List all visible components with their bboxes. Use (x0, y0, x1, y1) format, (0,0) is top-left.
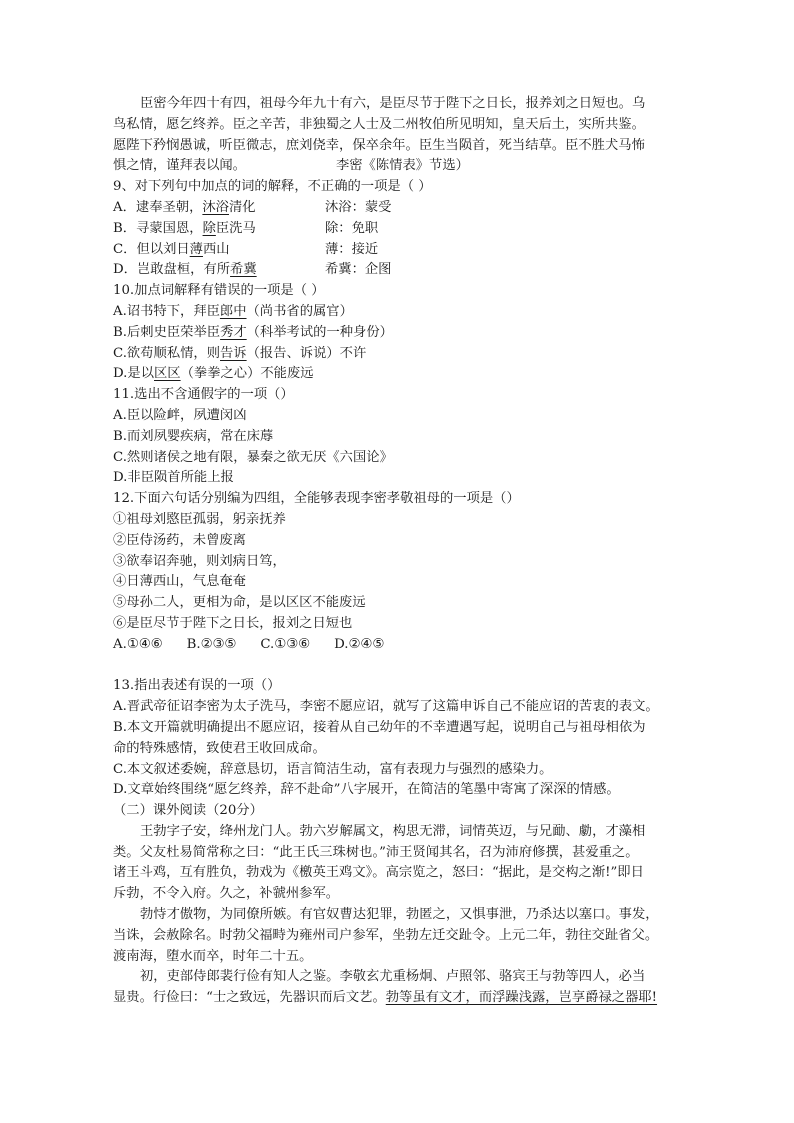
dotted-word: 希冀 (230, 262, 257, 278)
option-text: A．逮奉圣朝， (113, 199, 203, 215)
question-12-item: ②臣侍汤药，未曾废离 (113, 532, 246, 548)
passage-line: 臣密今年四十有四，祖母今年九十有六，是臣尽节于陛下之日长，报养刘之日短也。乌 (140, 96, 646, 111)
dotted-word: 除 (202, 220, 216, 236)
option-text: C．但以刘日 (113, 241, 190, 257)
question-9-option-a (113, 198, 685, 219)
question-9-option-b (113, 219, 685, 240)
question-13-line: D.文章始终围绕“愿乞终养，辞不赴命”八字展开，在简洁的笔墨中寄寓了深深的情感。 (113, 782, 620, 798)
reading-line: 渡南海，堕水而卒，时年二十五。 (113, 948, 313, 964)
document-page (113, 94, 685, 1009)
spacer (113, 656, 685, 677)
passage-line: 鸟私情，愿乞终养。臣之辛苦，非独蜀之人士及二州牧伯所见明知，皇天后土，实所共鉴。 (113, 116, 645, 132)
question-11-option-a: A.臣以险衅，夙遭闵凶 (113, 407, 247, 423)
question-10-option-d (113, 364, 685, 385)
reading-line: 王勃字子安，绛州龙门人。勃六岁解属文，构思无滞，词情英迈，与兄勔、勮，才藻相 (140, 823, 646, 839)
option-gloss: 希冀：企图 (325, 262, 392, 278)
dotted-word: 秀才 (220, 324, 247, 340)
question-9-option-d (113, 260, 685, 281)
reading-line: 类。父友杜易简常称之曰：“此王氏三珠树也。”沛王贤闻其名，召为沛府修撰，甚爱重之。 (113, 844, 639, 860)
question-10-option-c (113, 344, 685, 365)
dotted-word: 郎中 (219, 303, 247, 319)
option-text: （尚书省的属官） (246, 303, 353, 319)
section-heading: （二）课外阅读（20分） (113, 803, 263, 819)
question-12-item: ⑥是臣尽节于陛下之日长，报刘之日短也 (113, 615, 353, 631)
passage-source: 李密《陈情表》节选） (335, 158, 469, 174)
question-9-option-c (113, 240, 685, 261)
question-13-line: A.晋武帝征诏李密为太子洗马，李密不愿应诏，就写了这篇申诉自己不能应诏的苦衷的表文。 (113, 699, 659, 715)
question-13-line: C.本文叙述委婉，辞意恳切，语言简洁生动，富有表现力与强烈的感染力。 (113, 761, 553, 777)
option-text: （拳拳之心）不能废远 (180, 366, 314, 382)
option-text: D．岂敢盘桓，有所 (113, 262, 231, 278)
reading-line (113, 988, 685, 1009)
option-text: （报告、诉说）不许 (246, 345, 367, 361)
option-text: C.欲苟顺私情，则 (113, 345, 221, 361)
underlined-sentence: 勃等虽有文才，而浮躁浅露，岂享爵禄之器耶! (385, 990, 658, 1006)
question-10-option-b (113, 323, 685, 344)
passage-line: 愿陛下矜悯愚诚，听臣微志，庶刘侥幸，保卒余年。臣生当陨首，死当结草。臣不胜犬马怖 (113, 137, 645, 153)
option-gloss: 除：免职 (325, 220, 379, 236)
question-11-option-d: D.非臣陨首所能上报 (113, 470, 234, 486)
question-12-item: ④日薄西山，气息奄奄 (113, 574, 246, 590)
question-12-choices (113, 635, 685, 656)
option-text: 西山 (202, 241, 230, 257)
question-12-stem: 12.下面六句话分别编为四组，全能够表现李密孝敬祖母的一项是（） (113, 491, 520, 507)
dotted-word: 薄 (189, 241, 203, 257)
option-gloss: 沐浴：蒙受 (325, 199, 392, 215)
option-text: （科举考试的一种身份） (246, 324, 393, 340)
passage-text: 惧之情，谨拜表以闻。 (113, 158, 246, 174)
dotted-word: 区区 (154, 366, 181, 382)
option-text: B.后刺史臣荣举臣 (113, 324, 221, 340)
choice-d: D.②④⑤ (334, 636, 385, 652)
dotted-word: 沐浴 (202, 199, 229, 215)
passage-line-last (113, 156, 685, 177)
reading-line: 斥勃，不令入府。久之，补虢州参军。 (113, 886, 340, 902)
option-text: B．寻蒙国恩， (113, 220, 203, 236)
choice-b: B.②③⑤ (186, 636, 237, 652)
question-12-item: ①祖母刘愍臣孤弱，躬亲抚养 (113, 511, 286, 527)
question-10-option-a (113, 302, 685, 323)
question-13-stem: 13.指出表述有误的一项（） (113, 678, 281, 694)
question-12-item: ③欲奉诏奔驰，则刘病日笃， (113, 553, 286, 569)
reading-line: 当诛，会赦除名。时勃父福畤为雍州司户参军，坐勃左迁交趾令。上元二年，勃往交趾省父。 (113, 927, 659, 943)
option-text: D.是以 (113, 366, 155, 382)
question-10-stem: 10.加点词解释有错误的一项是（ ） (113, 283, 325, 299)
question-11-stem: 11.选出不含通假字的一项（） (113, 387, 294, 403)
question-12-item: ⑤母孙二人，更相为命，是以区区不能废远 (113, 595, 366, 611)
reading-line: 初，吏部侍郎裴行俭有知人之鉴。李敬玄尤重杨炯、卢照邻、骆宾王与勃等四人，必当 (140, 969, 646, 985)
option-text: A.诏书特下，拜臣 (113, 303, 220, 319)
reading-text: 显贵。行俭曰：“士之致远，先器识而后文艺。 (113, 990, 386, 1006)
option-text: 清化 (228, 199, 256, 215)
reading-line: 勃恃才傲物，为同僚所嫉。有官奴曹达犯罪，勃匿之，又惧事泄，乃杀达以塞口。事发， (140, 907, 659, 923)
reading-line: 诸王斗鸡，互有胜负，勃戏为《檄英王鸡文》。高宗览之，怒曰：“据此，是交构之渐!”即日 (113, 865, 644, 881)
option-text: 臣洗马 (215, 220, 256, 236)
question-13-line: 命的特殊感情，致使君王收回成命。 (113, 740, 326, 756)
option-gloss: 薄：接近 (325, 241, 379, 257)
dotted-word: 告诉 (220, 345, 247, 361)
choice-a: A.①④⑥ (113, 636, 163, 652)
choice-c: C.①③⑥ (260, 636, 311, 652)
question-9-stem: 9、对下列句中加点的词的解释，不正确的一项是（ ） (113, 179, 432, 195)
question-13-line: B.本文开篇就明确提出不愿应诏，接着从自己幼年的不幸遭遇写起，说明自己与祖母相依为 (113, 719, 646, 735)
question-11-option-b: B.而刘夙婴疾病，常在床蓐 (113, 428, 274, 444)
question-11-option-c: C.然则诸侯之地有限，暴秦之欲无厌《六国论》 (113, 449, 393, 465)
